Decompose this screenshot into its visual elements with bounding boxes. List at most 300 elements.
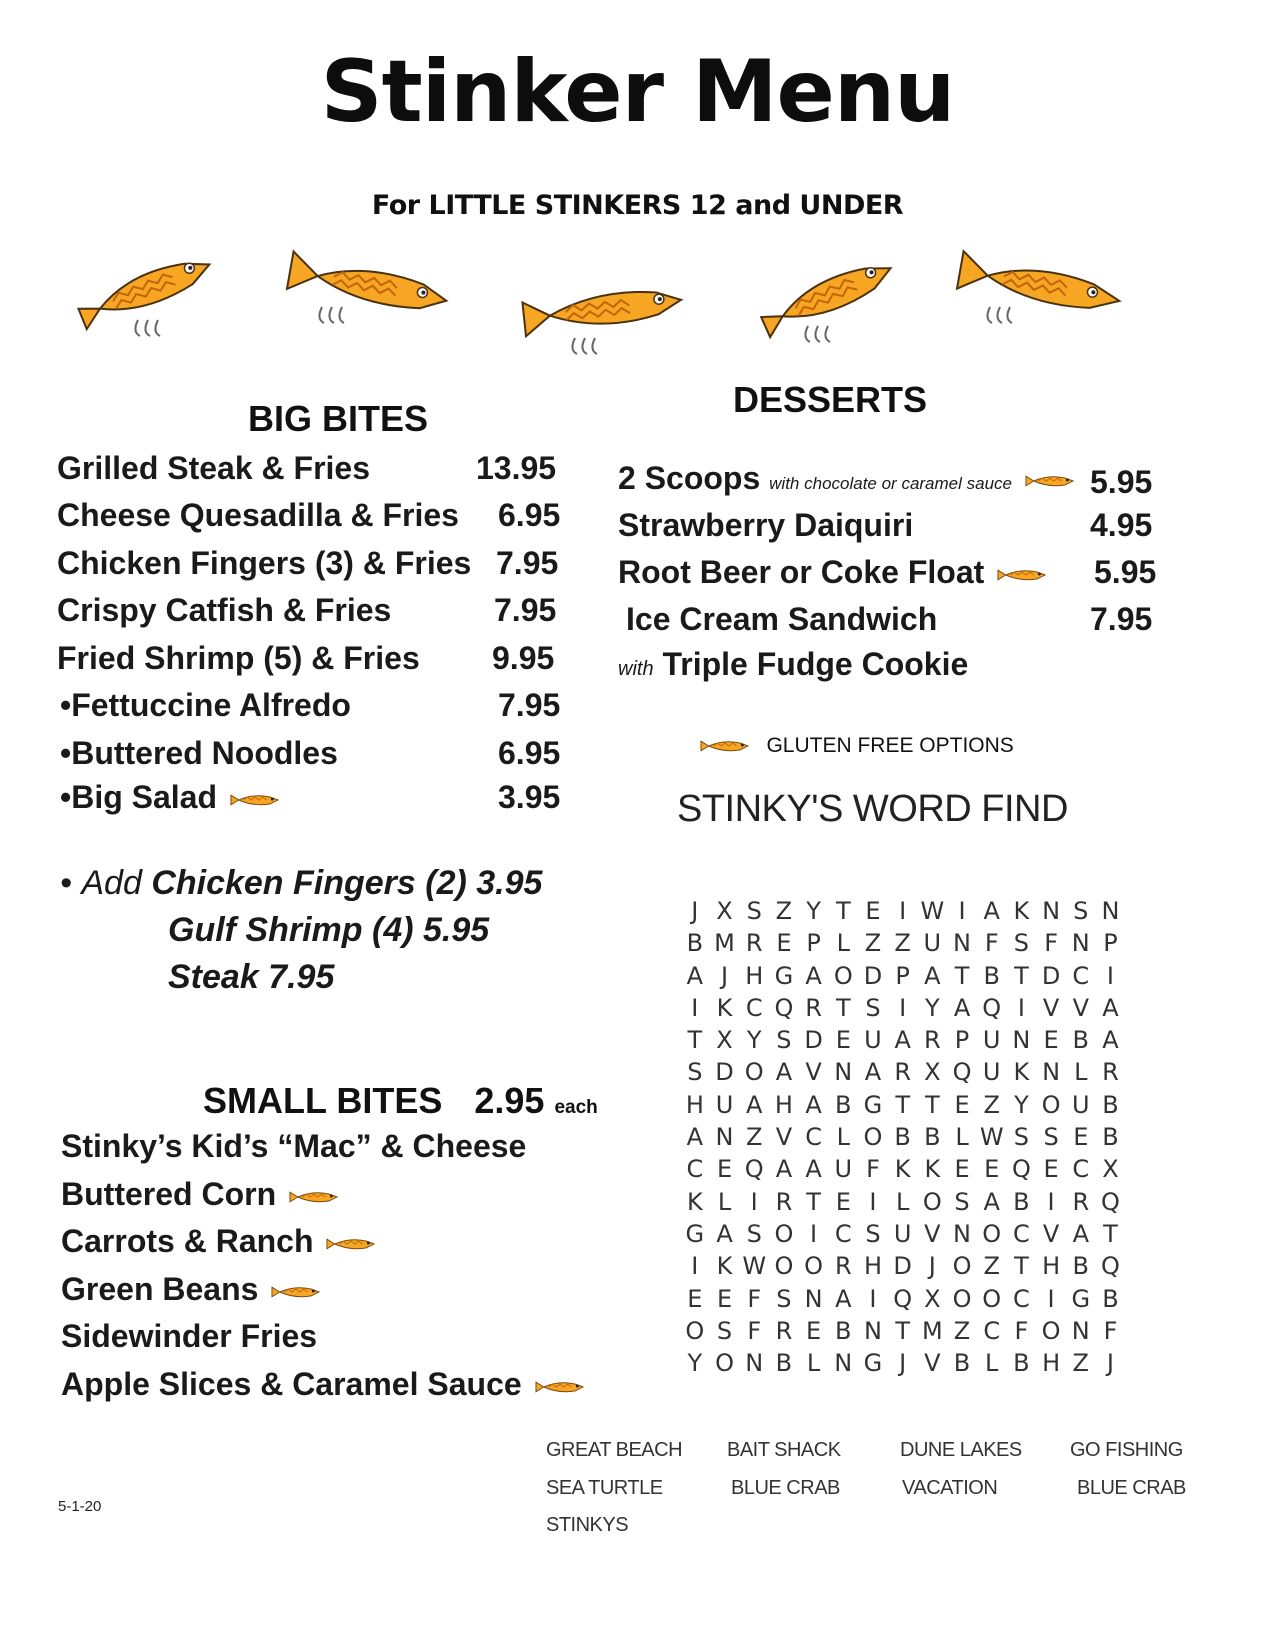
word-find-letter: I [1017,993,1025,1022]
addon-item: Steak 7.95 [168,958,335,996]
word-find-letter: G [863,1349,883,1378]
word-find-letter: L [985,1349,999,1378]
fish-lure-icon [700,737,750,755]
menu-date: 5-1-20 [58,1498,102,1515]
word-find-letter: I [869,1187,877,1216]
word-find-letter: B [775,1349,793,1378]
word-find-letter: A [1102,1026,1119,1055]
word-find-letter: R [1102,1058,1119,1087]
word-find-letter: L [806,1349,821,1378]
word-find-letter: B [1013,1187,1030,1216]
word-find-letter: O [863,1123,883,1152]
word-find-letter: A [716,1219,733,1248]
word-find-letter: I [958,897,966,925]
word-find-letter: N [804,1284,823,1313]
word-find-word: BLUE CRAB [731,1477,840,1499]
word-find-letter: O [804,1252,824,1281]
word-find-letter: I [899,897,907,925]
big-bites-item [60,779,280,816]
word-find-letter: F [747,1316,762,1345]
word-find-letter: R [1072,1187,1090,1216]
word-find-letter: E [776,929,792,958]
word-find-letter: Y [1014,1090,1029,1119]
word-find-letter: R [924,1026,941,1055]
word-find-letter: C [1013,1284,1030,1313]
word-find-letter: O [685,1316,705,1345]
word-find-letter: I [750,1187,758,1216]
word-find-letter: F [866,1155,880,1184]
word-find-letter: L [836,929,850,958]
word-find-letter: O [744,1058,764,1087]
word-find-letter: A [953,993,971,1022]
addon-item: Chicken Fingers (2) 3.95 [151,864,543,902]
big-bites-price: 13.95 [476,450,557,486]
word-find-letter: K [716,993,733,1022]
word-find-letter: E [1073,1123,1089,1152]
word-find-letter: B [1102,1123,1119,1152]
word-find-letter: G [863,1090,883,1119]
word-find-letter: O [774,1252,794,1281]
word-find-letter: S [687,1058,703,1087]
word-find-letter: C [1072,961,1090,990]
word-find-letter: E [835,1026,851,1055]
word-find-letter: R [834,1252,852,1281]
word-find-letter: K [1013,1058,1030,1087]
word-find-letter: K [924,1155,941,1184]
word-find-letter: Y [746,1026,762,1055]
word-find-letter: O [982,1219,1002,1248]
word-find-letter: U [715,1090,734,1119]
word-find-letter: O [833,961,853,990]
word-find-letter: Q [1101,1187,1120,1216]
word-find-letter: V [924,1349,941,1378]
word-find-letter: D [893,1252,912,1281]
word-find-letter: S [1013,1123,1030,1152]
small-bites-item [61,1223,376,1260]
gluten-free-legend [700,734,1014,758]
word-find-letter: D [1041,961,1061,990]
word-find-letter: S [865,1219,881,1248]
word-find-letter: U [1071,1090,1090,1119]
word-find-word: GO FISHING [1070,1439,1183,1461]
word-find-row [680,1024,1125,1056]
gluten-free-fish-icon [289,1188,339,1206]
word-find-letter: H [1042,1349,1061,1378]
word-find-letter: N [715,1123,734,1152]
word-find-letter: S [1013,929,1030,958]
word-find-letter: Q [1011,1155,1031,1184]
word-find-letter: N [1012,1026,1031,1055]
word-find-letter: A [864,1058,882,1087]
word-find-letter: Z [953,1316,971,1345]
word-find-letter: A [1102,993,1119,1022]
big-bites-price: 6.95 [498,735,561,771]
fish-lure-icon [748,238,908,353]
fish-lure-icon [282,245,454,335]
word-find-letter: B [1072,1026,1090,1055]
word-find-letter: N [953,1219,971,1248]
word-find-letter: Z [1072,1349,1089,1378]
word-find-letter: I [810,1219,818,1248]
small-bites-item-label: Buttered Corn [61,1176,277,1212]
word-find-letter: A [686,961,704,990]
word-find-letter: B [835,1316,852,1345]
word-find-letter: Q [774,993,794,1022]
word-find-letter: V [775,1123,793,1152]
word-find-letter: X [1102,1155,1119,1184]
word-find-row [680,1250,1125,1282]
gluten-free-fish-icon [326,1235,376,1253]
word-find-letter: X [716,1026,733,1055]
word-find-letter: N [1071,1316,1090,1345]
word-find-letter: J [691,897,699,925]
small-bites-item-label: Apple Slices & Caramel Sauce [61,1366,522,1402]
word-find-letter: N [953,929,971,958]
word-find-word: BLUE CRAB [1077,1477,1186,1499]
word-find-word: GREAT BEACH [546,1439,683,1461]
word-find-word: VACATION [902,1477,998,1499]
word-find-letter: A [775,1058,793,1087]
word-find-letter: A [746,1090,763,1119]
word-find-letter: U [893,1219,912,1248]
word-find-letter: V [1042,1219,1060,1248]
word-find-title: STINKY'S WORD FIND [677,788,1068,830]
menu-subtitle: For LITTLE STINKERS 12 and UNDER [371,190,904,221]
word-find-letter: A [983,897,1000,925]
word-find-letter: Z [894,929,911,958]
dessert-with-word: with [618,658,654,680]
small-bites-price: 2.95 [474,1080,545,1121]
small-bites-item: Stinky’s Kid’s “Mac” & Cheese [61,1128,527,1164]
word-find-letter: C [983,1316,1001,1345]
big-bites-price: 6.95 [498,497,561,533]
small-bites-heading [203,1080,598,1122]
word-find-letter: S [776,1284,792,1313]
word-find-letter: N [834,1058,853,1087]
word-find-letter: T [835,897,851,925]
word-find-letter: W [920,897,945,925]
word-find-letter: X [716,897,733,925]
word-find-letter: P [895,961,910,990]
big-bites-item: •Buttered Noodles [60,735,338,771]
dessert-item: Ice Cream Sandwich [626,601,938,637]
word-find-letter: T [1014,961,1029,990]
word-find-letter: B [1072,1252,1090,1281]
word-find-letter: A [835,1284,852,1313]
gluten-free-fish-icon [230,791,280,809]
word-find-letter: S [1073,897,1089,925]
word-find-letter: B [1102,1090,1119,1119]
big-bites-item: Fried Shrimp (5) & Fries [57,640,420,676]
word-find-letter: T [895,1090,910,1119]
word-find-letter: K [1013,897,1030,925]
word-find-letter: G [1071,1284,1091,1313]
word-find-letter: G [774,961,794,990]
word-find-letter: S [1043,1123,1059,1152]
small-bites-each: each [554,1097,598,1118]
word-find-letter: V [805,1058,822,1087]
word-find-letter: W [979,1123,1004,1152]
word-find-letter: Z [983,1252,1000,1281]
word-find-letter: M [921,1316,943,1345]
word-find-letter: E [687,1284,703,1313]
gluten-free-label: GLUTEN FREE OPTIONS [766,734,1014,757]
small-bites-item [61,1176,339,1213]
word-find-letter: B [835,1090,852,1119]
word-find-letter: F [1014,1316,1029,1345]
word-find-letter: G [685,1219,705,1248]
word-find-row [680,1121,1125,1153]
word-find-letter: E [954,1090,970,1119]
word-find-letter: B [924,1123,941,1152]
word-find-letter: I [1047,1187,1055,1216]
word-find-letter: A [924,961,941,990]
word-find-letter: P [954,1026,970,1055]
word-find-word: DUNE LAKES [900,1439,1022,1461]
small-bites-item [61,1271,321,1308]
addon-add-word: Add [81,864,142,902]
big-bites-item-label: •Big Salad [60,779,218,815]
word-find-letter: V [924,1219,941,1248]
word-find-letter: F [984,929,999,958]
word-find-letter: L [955,1123,969,1152]
word-find-row [680,1089,1125,1121]
gluten-free-fish-icon [997,566,1047,584]
word-find-letter: B [686,929,704,958]
big-bites-item: Crispy Catfish & Fries [57,592,392,628]
word-find-letter: J [720,961,729,990]
word-find-letter: L [1074,1058,1088,1087]
dessert-item-note: with chocolate or caramel sauce [769,474,1012,493]
word-find-row [680,1056,1125,1088]
word-find-letter: A [686,1123,704,1152]
big-bites-price: 7.95 [498,687,561,723]
word-find-letter: H [685,1090,704,1119]
word-find-row [680,1315,1125,1347]
word-find-letter: N [1071,929,1090,958]
fish-lure-icon [66,232,226,347]
word-find-letter: U [834,1155,853,1184]
big-bites-heading: BIG BITES [248,398,429,439]
big-bites-price: 7.95 [494,592,557,628]
small-bites-item-label: Green Beans [61,1271,259,1307]
word-find-letter: U [982,1058,1001,1087]
word-find-letter: K [716,1252,733,1281]
word-find-letter: P [1103,929,1118,958]
word-find-letter: O [952,1284,972,1313]
word-find-letter: T [835,993,851,1022]
word-find-letter: A [775,1155,793,1184]
word-find-letter: A [805,1155,822,1184]
word-find-letter: S [776,1026,792,1055]
word-find-letter: Z [775,897,793,925]
word-find-letter: U [982,1026,1001,1055]
fish-lure-icon [520,268,688,366]
dessert-item: Strawberry Daiquiri [618,507,914,543]
word-find-letter: O [1041,1316,1061,1345]
word-find-letter: Q [893,1284,913,1313]
word-find-letter: E [835,1187,851,1216]
word-find-letter: T [1014,1252,1029,1281]
word-find-letter: B [953,1349,971,1378]
word-find-letter: Z [745,1123,763,1152]
word-find-letter: C [745,993,763,1022]
word-find-letter: O [952,1252,972,1281]
word-find-letter: T [895,1316,910,1345]
word-find-letter: N [745,1349,764,1378]
word-find-letter: E [1043,1026,1059,1055]
word-find-letter: Y [925,993,940,1022]
word-find-letter: R [775,1316,793,1345]
small-bites-item: Sidewinder Fries [61,1318,318,1354]
word-find-letter: E [716,1284,733,1313]
word-find-letter: E [806,1316,822,1345]
word-find-letter: A [805,1090,822,1119]
word-find-row [680,927,1125,959]
word-find-row [680,1283,1125,1315]
word-find-word: BAIT SHACK [727,1439,841,1461]
word-find-letter: C [834,1219,852,1248]
word-find-letter: Z [983,1090,1000,1119]
word-find-letter: J [928,1252,936,1281]
word-find-letter: J [1106,1349,1114,1378]
word-find-letter: E [865,897,881,925]
word-find-letter: J [899,1349,907,1378]
word-find-letter: I [869,1284,877,1313]
word-find-letter: N [1101,897,1120,925]
word-find-letter: I [899,993,907,1022]
dessert-item [618,554,1047,591]
big-bites-item: Cheese Quesadilla & Fries [57,497,459,533]
word-find-letter: Y [687,1349,703,1378]
word-find-letter: C [686,1155,704,1184]
small-bites-item-label: Carrots & Ranch [61,1223,314,1259]
word-find-letter: Y [806,897,821,925]
word-find-letter: I [1106,961,1114,990]
word-find-letter: A [1072,1219,1089,1248]
word-find-letter: R [775,1187,793,1216]
dessert-item-continuation [618,646,968,683]
big-bites-item: Grilled Steak & Fries [57,450,371,486]
gluten-free-fish-icon [1025,472,1075,490]
word-find-letter: O [774,1219,794,1248]
big-bites-item: •Fettuccine Alfredo [60,687,351,723]
word-find-letter: X [924,1284,941,1313]
word-find-grid [680,895,1125,1379]
word-find-letter: N [1042,897,1061,925]
word-find-letter: Q [982,993,1002,1022]
word-find-letter: V [1072,993,1089,1022]
word-find-letter: B [894,1123,911,1152]
dessert-price: 7.95 [1090,601,1153,637]
word-find-word: STINKYS [546,1514,629,1536]
dessert-cookie-label: Triple Fudge Cookie [662,646,969,682]
word-find-letter: X [924,1058,941,1087]
fish-lure-icon [952,245,1128,335]
word-find-row [680,1153,1125,1185]
word-find-letter: U [923,929,942,958]
word-find-letter: A [805,961,822,990]
dessert-item-label: Root Beer or Coke Float [618,554,985,590]
word-find-letter: E [954,1155,970,1184]
word-find-letter: C [805,1123,822,1152]
word-find-letter: P [806,929,821,958]
dessert-price: 5.95 [1090,464,1153,500]
word-find-letter: B [1013,1349,1030,1378]
word-find-letter: O [1041,1090,1061,1119]
word-find-letter: F [1103,1316,1118,1345]
dessert-price: 5.95 [1094,554,1157,590]
dessert-price: 4.95 [1090,507,1153,543]
word-find-letter: L [895,1187,910,1216]
word-find-letter: F [1044,929,1058,958]
word-find-row [680,895,1125,927]
word-find-row [680,992,1125,1024]
word-find-letter: O [982,1284,1002,1313]
word-find-letter: B [1102,1284,1119,1313]
word-find-letter: H [863,1252,882,1281]
word-find-letter: D [715,1058,734,1087]
word-find-letter: D [804,1026,823,1055]
word-find-letter: E [1043,1155,1059,1184]
dessert-item [618,460,1075,497]
word-find-letter: K [894,1155,911,1184]
word-find-word: SEA TURTLE [546,1477,663,1499]
word-find-letter: S [746,1219,762,1248]
word-find-letter: F [747,1284,762,1313]
word-find-row [680,1347,1125,1379]
word-find-row [680,960,1125,992]
word-find-letter: E [716,1155,733,1184]
addon-bullet: • [60,864,72,902]
word-find-letter: K [686,1187,703,1216]
word-find-letter: A [983,1187,1000,1216]
word-find-letter: C [1013,1219,1030,1248]
word-find-letter: H [774,1090,793,1119]
word-find-letter: R [894,1058,911,1087]
word-find-letter: N [1042,1058,1061,1087]
word-find-letter: O [715,1349,734,1378]
word-find-letter: I [691,1252,699,1281]
word-find-letter: L [836,1123,850,1152]
addon-item: Gulf Shrimp (4) 5.95 [168,911,490,949]
word-find-letter: S [716,1316,733,1345]
word-find-letter: T [925,1090,940,1119]
addon-line [60,864,542,903]
word-find-letter: D [863,961,883,990]
word-find-letter: B [983,961,1000,990]
desserts-heading: DESSERTS [733,379,928,420]
menu-title: Stinker Menu [320,42,955,142]
big-bites-item: Chicken Fingers (3) & Fries [57,545,472,581]
word-find-letter: E [984,1155,1000,1184]
word-find-row [680,1186,1125,1218]
word-find-letter: T [1103,1219,1118,1248]
dessert-item-label: 2 Scoops [618,460,761,496]
word-find-letter: R [805,993,822,1022]
word-find-letter: T [954,961,970,990]
small-bites-item [61,1366,585,1403]
word-find-letter: I [1047,1284,1055,1313]
big-bites-price: 3.95 [498,779,561,815]
word-find-letter: V [1042,993,1060,1022]
word-find-letter: H [745,961,764,990]
word-find-letter: T [687,1026,703,1055]
word-find-letter: N [863,1316,882,1345]
gluten-free-fish-icon [535,1378,585,1396]
word-find-letter: Z [864,929,882,958]
word-find-letter: S [746,897,762,925]
